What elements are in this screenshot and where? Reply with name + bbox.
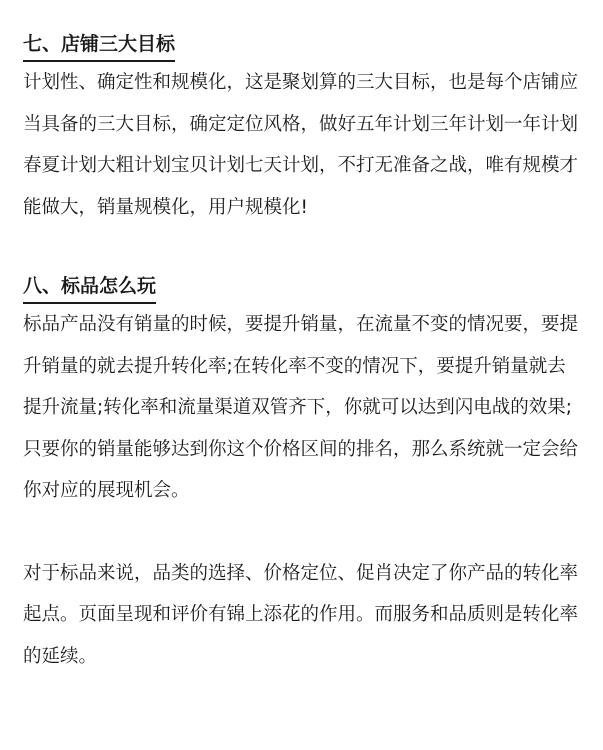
section-7-paragraph — [23, 62, 585, 228]
paragraph-line: 当具备的三大目标，确定定位风格，做好五年计划三年计划一年计划 — [23, 113, 579, 135]
paragraph-line: 计划性、确定性和规模化，这是聚划算的三大目标，也是每个店铺应 — [23, 72, 579, 93]
paragraph-line: 你对应的展现机会。 — [23, 480, 190, 501]
spacer — [23, 228, 585, 266]
paragraph-line: 对于标品来说，品类的选择、价格定位、促肖决定了你产品的转化率 — [23, 562, 579, 584]
paragraph-line: 升销量的就去提升转化率;在转化率不变的情况下，要提升销量就去 — [23, 355, 566, 377]
section-7 — [23, 24, 585, 228]
closing-paragraph — [23, 553, 585, 678]
paragraph-line: 春夏计划大粗计划宝贝计划七天计划，不打无准备之战，唯有规模才 — [23, 155, 579, 176]
section-8-heading: 八、标品怎么玩 — [23, 266, 156, 304]
paragraph-line: 提升流量;转化率和流量渠道双管齐下，你就可以达到闪电战的效果; — [23, 397, 572, 418]
section-8 — [23, 266, 585, 512]
article-body — [23, 24, 585, 677]
paragraph-line: 的延续。 — [23, 645, 98, 667]
spacer — [23, 512, 585, 553]
section-7-heading: 七、店铺三大目标 — [23, 24, 175, 62]
paragraph-line: 起点。页面呈现和评价有锦上添花的作用。而服务和品质则是转化率 — [23, 604, 579, 625]
paragraph-line: 只要你的销量能够达到你这个价格区间的排名，那么系统就一定会给 — [23, 438, 579, 460]
paragraph-line: 能做大，销量规模化，用户规模化! — [23, 196, 308, 218]
section-8-paragraph — [23, 304, 585, 512]
paragraph-line: 标品产品没有销量的时候，要提升销量，在流量不变的情况要，要提 — [23, 314, 579, 335]
closing-section — [23, 553, 585, 678]
